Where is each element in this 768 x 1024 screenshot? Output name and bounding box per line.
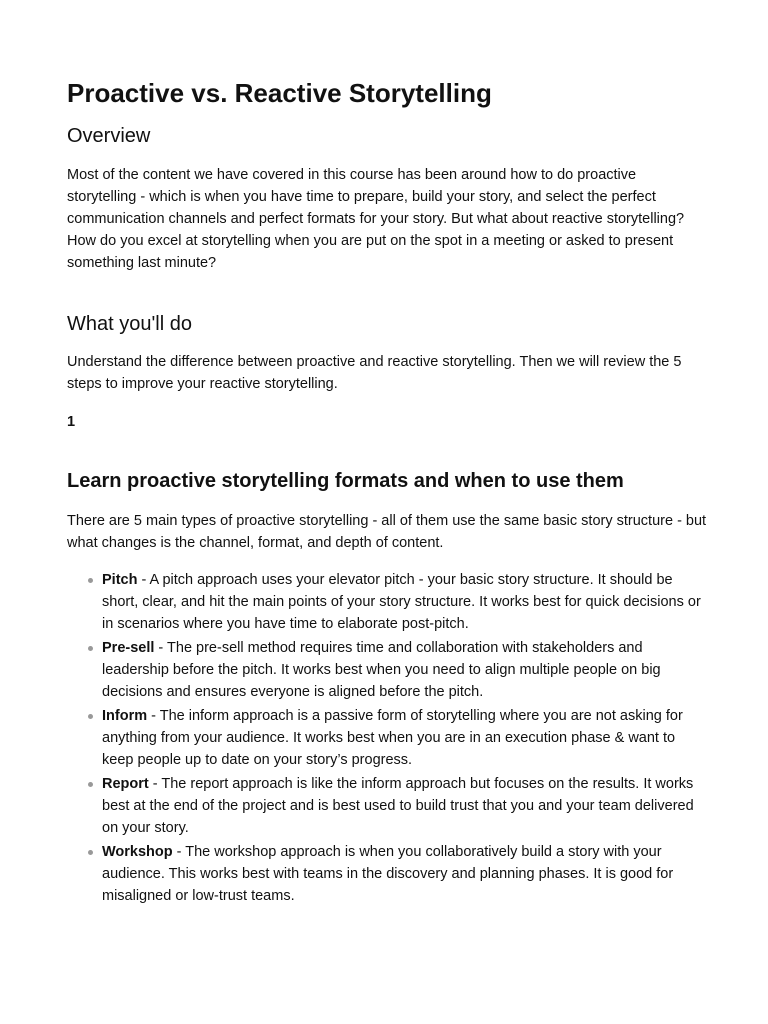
storytelling-types-list [67, 569, 707, 909]
list-item-workshop [67, 841, 707, 907]
list-item-text: - The pre-sell method requires time and collaboration with stakeholders and leadership before the pitch. It works best when you need to align multiple people on big decisions and ensures everyone is aligned before the pitch. [102, 640, 661, 700]
overview-paragraph: Most of the content we have covered in this course has been around how to do proactive storytelling - which is when you have time to prepare, build your story, and select the perfect communication channels and perfect formats for your story. But what about reactive storytelling? How do you excel at storytelling when you are put on the spot in a meeting or asked to present something last minute? [67, 167, 685, 271]
list-item-term: Inform [102, 708, 148, 724]
section-heading: Learn proactive storytelling formats and when to use them [67, 470, 624, 492]
list-item-report [67, 773, 707, 839]
what-youll-do-heading: What you'll do [67, 313, 192, 335]
list-item-term: Pitch [102, 572, 138, 588]
list-item-text: - A pitch approach uses your elevator pitch - your basic story structure. It should be short, clear, and hit the main points of your story structure. It works best for quick decisions or in scenarios where you have time to elaborate post-pitch. [102, 572, 701, 632]
list-item-term: Workshop [102, 844, 173, 860]
list-item-pitch [67, 569, 707, 635]
list-item-text: - The report approach is like the inform approach but focuses on the results. It works best at the end of the project and is best used to build trust that you and your team delivered on your story. [102, 776, 694, 836]
list-item-text: - The workshop approach is when you collaboratively build a story with your audience. This works best with teams in the discovery and planning phases. It is good for misaligned or low-trust teams. [102, 844, 674, 904]
bullet-icon [88, 782, 93, 787]
bullet-icon [88, 850, 93, 855]
section-intro-paragraph: There are 5 main types of proactive storytelling - all of them use the same basic story structure - but what changes is the channel, format, and depth of content. [67, 513, 707, 551]
list-item-term: Pre-sell [102, 640, 155, 656]
bullet-icon [88, 578, 93, 583]
what-youll-do-paragraph: Understand the difference between proactive and reactive storytelling. Then we will review the 5 steps to improve your reactive storytelling. [67, 354, 682, 392]
list-item-text: - The inform approach is a passive form of storytelling where you are not asking for anything from your audience. It works best when you are in an execution phase & want to keep people up to date on your story’s progress. [102, 708, 683, 768]
bullet-icon [88, 646, 93, 651]
bullet-icon [88, 714, 93, 719]
list-item-inform [67, 705, 707, 771]
page-title: Proactive vs. Reactive Storytelling [67, 78, 492, 108]
overview-heading: Overview [67, 125, 151, 147]
step-number: 1 [67, 414, 76, 430]
list-item-pre-sell [67, 637, 707, 703]
list-item-term: Report [102, 776, 149, 792]
